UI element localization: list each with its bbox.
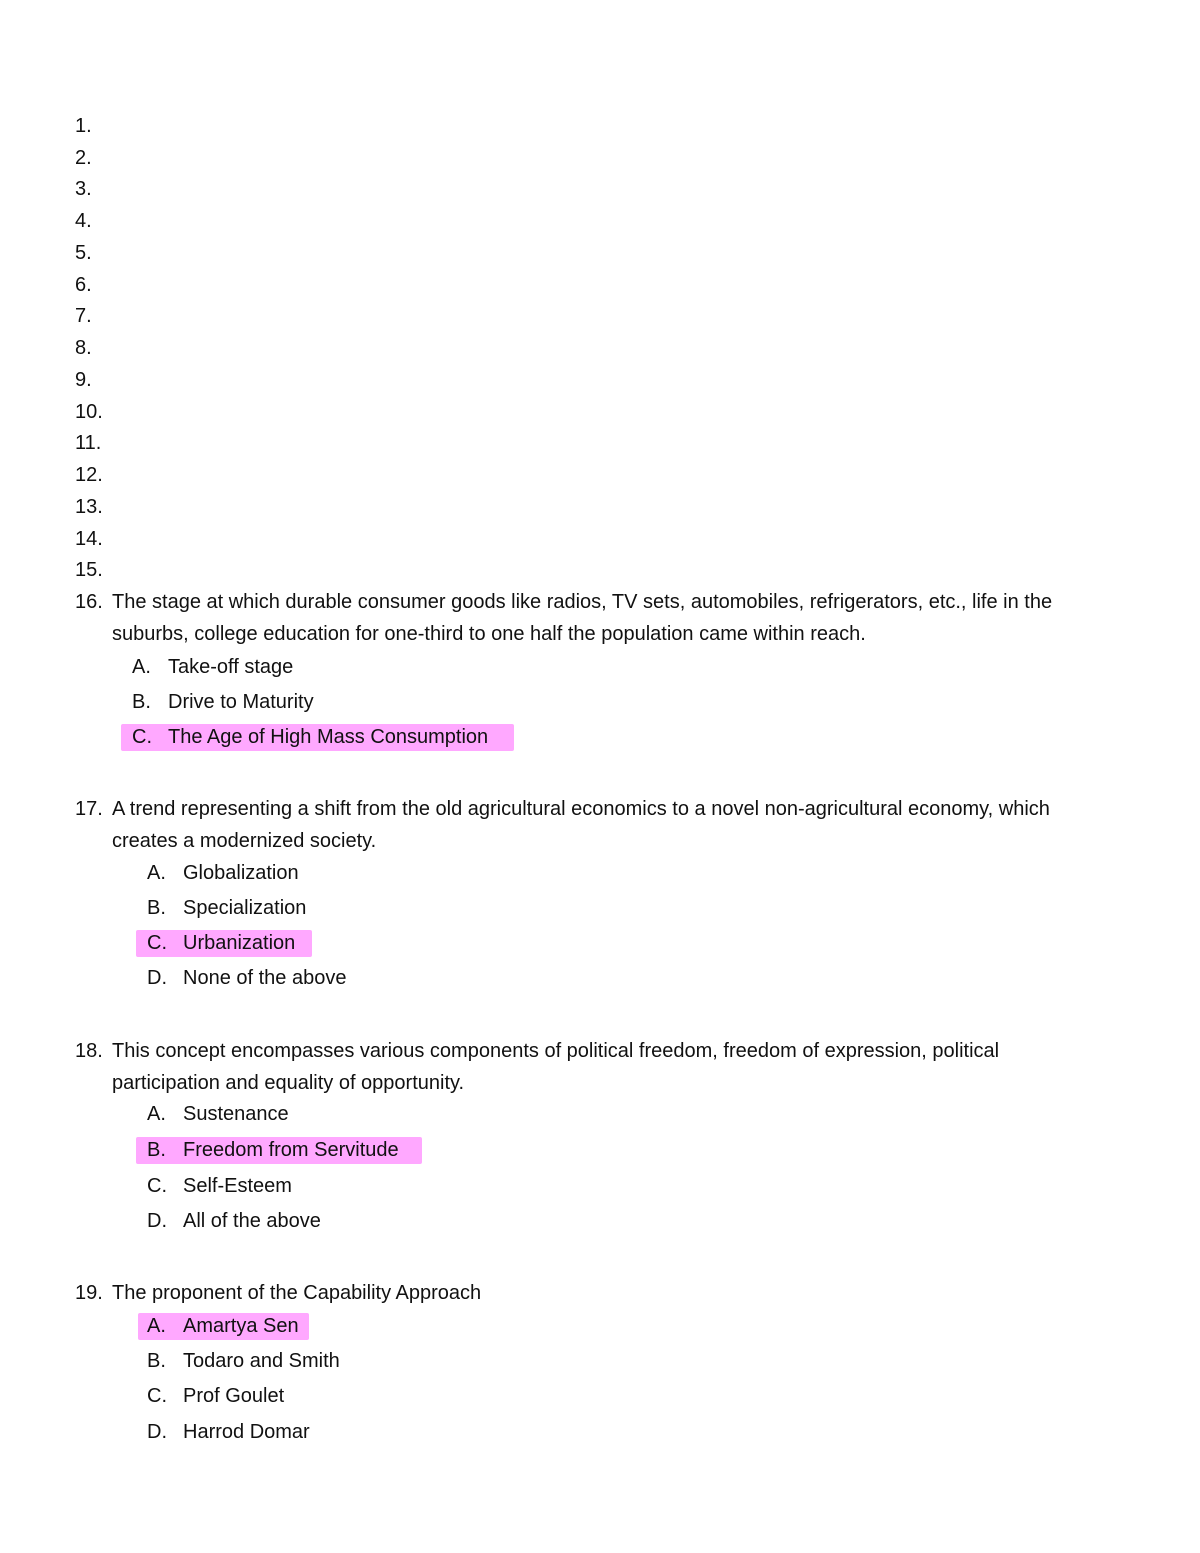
answer-option <box>147 1209 321 1233</box>
blank-item: 11. <box>75 432 102 454</box>
option-letter: C. <box>147 1175 167 1197</box>
answer-option <box>132 655 293 679</box>
blank-item: 10. <box>75 401 103 423</box>
answer-option <box>132 690 314 714</box>
option-text: Sustenance <box>183 1103 289 1125</box>
answer-option <box>147 1384 284 1408</box>
option-text: None of the above <box>183 967 347 989</box>
question-text-line: The proponent of the Capability Approach <box>112 1282 482 1304</box>
option-letter: B. <box>132 691 151 713</box>
answer-option <box>147 1102 289 1126</box>
answer-option <box>147 1349 340 1373</box>
option-text: Harrod Domar <box>183 1421 310 1443</box>
blank-item: 1. <box>75 115 92 137</box>
option-text: Prof Goulet <box>183 1385 285 1407</box>
answer-option-highlighted <box>147 1314 299 1338</box>
option-letter: C. <box>147 932 167 954</box>
option-letter: A. <box>147 1103 166 1125</box>
answer-option <box>147 966 346 990</box>
blank-item: 3. <box>75 178 92 200</box>
question-number: 16. <box>75 591 103 613</box>
blank-item: 9. <box>75 369 92 391</box>
blank-item: 8. <box>75 337 92 359</box>
option-text: Todaro and Smith <box>183 1350 340 1372</box>
question-number: 19. <box>75 1282 103 1304</box>
question-text-line: participation and equality of opportunity. <box>112 1072 465 1094</box>
option-letter: D. <box>147 967 167 989</box>
option-letter: B. <box>147 1139 166 1161</box>
blank-item: 14. <box>75 528 103 550</box>
question-number: 18. <box>75 1040 103 1062</box>
question-text-line: creates a modernized society. <box>112 830 377 852</box>
blank-item: 4. <box>75 210 92 232</box>
option-letter: D. <box>147 1421 167 1443</box>
option-text: Globalization <box>183 862 299 884</box>
option-text: Amartya Sen <box>183 1315 299 1337</box>
option-letter: A. <box>147 1315 166 1337</box>
option-text: All of the above <box>183 1210 321 1232</box>
option-letter: C. <box>147 1385 167 1407</box>
blank-item: 6. <box>75 274 92 296</box>
option-letter: C. <box>132 726 152 748</box>
option-text: Self-Esteem <box>183 1175 292 1197</box>
option-text: Freedom from Servitude <box>183 1139 399 1161</box>
option-letter: B. <box>147 1350 166 1372</box>
option-letter: A. <box>147 862 166 884</box>
option-text: Specialization <box>183 897 307 919</box>
question-text-line: suburbs, college education for one-third to one half the population came within reach. <box>112 623 866 645</box>
blank-item: 13. <box>75 496 103 518</box>
blank-item: 15. <box>75 559 103 581</box>
blank-item: 7. <box>75 305 92 327</box>
answer-option <box>147 1174 292 1198</box>
question-number: 17. <box>75 798 103 820</box>
option-text: Urbanization <box>183 932 296 954</box>
answer-option <box>147 1420 310 1444</box>
answer-option <box>147 861 299 885</box>
answer-option <box>147 896 306 920</box>
question-text-line: A trend representing a shift from the old agricultural economics to a novel non-agricultural economy, which <box>112 798 1050 820</box>
option-text: The Age of High Mass Consumption <box>168 726 489 748</box>
option-letter: A. <box>132 656 151 678</box>
blank-item: 2. <box>75 147 92 169</box>
option-text: Take-off stage <box>168 656 294 678</box>
blank-item: 12. <box>75 464 103 486</box>
option-letter: D. <box>147 1210 167 1232</box>
option-letter: B. <box>147 897 166 919</box>
answer-option-highlighted <box>132 725 488 749</box>
answer-option-highlighted <box>147 1138 399 1162</box>
blank-item: 5. <box>75 242 92 264</box>
question-text-line: The stage at which durable consumer goods like radios, TV sets, automobiles, refrigerators, etc., life in the <box>112 591 1053 613</box>
answer-option-highlighted <box>147 931 295 955</box>
question-text-line: This concept encompasses various components of political freedom, freedom of expression, political <box>112 1040 1000 1062</box>
option-text: Drive to Maturity <box>168 691 314 713</box>
